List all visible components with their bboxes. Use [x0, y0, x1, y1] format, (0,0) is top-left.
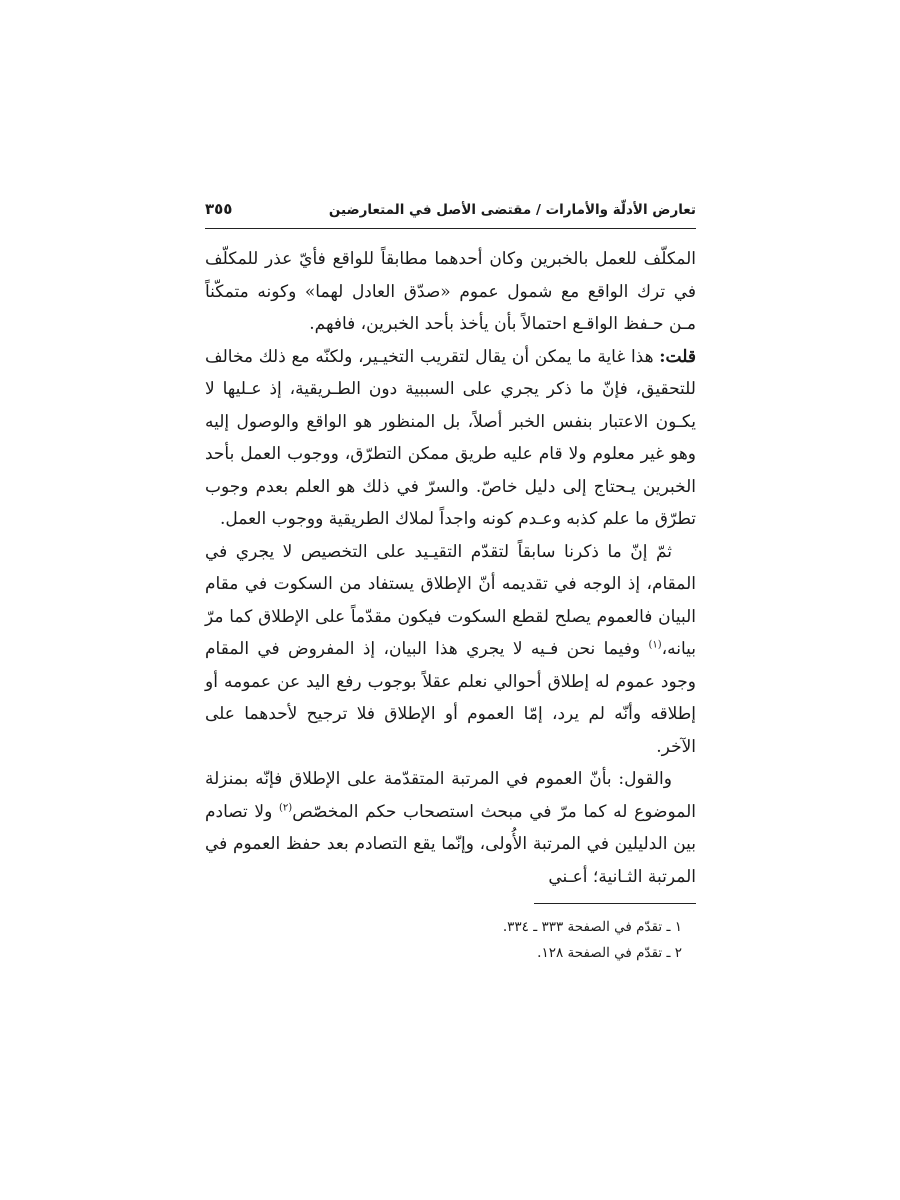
book-page	[205, 200, 696, 966]
running-title: تعارض الأدلّة والأمارات / مقتضى الأصل في المتعارضين	[328, 202, 696, 218]
footnote-2: ٢ ـ تقدّم في الصفحة ١٢٨.	[537, 945, 682, 961]
paragraph-3-text-b: وفيما نحن فـيه لا يجري هذا البيان، إذ المفروض في المقام وجود عموم له إطلاق أحوالي نعلم عقلاً بوجوب رفع اليد عن عمومه أو إطلاقه وأنّه لم يرد، إمّا العموم أو الإطلاق فلا ترجيح لأحدهما على الآخر.	[205, 639, 696, 757]
footnotes	[205, 914, 696, 966]
page-number: ٣٥٥	[205, 200, 233, 218]
paragraph-4	[205, 763, 696, 893]
paragraph-3-text-a: ثمّ إنّ ما ذكرنا سابقاً لتقدّم التقيـيد على التخصيص لا يجري في المقام، إذ الوجه في تقديمه أنّ الإطلاق يستفاد من السكوت في مقام البيان فالعموم يصلح لقطع السكوت فيكون مقدّماً على الإطلاق كما مرّ بيانه،	[205, 541, 696, 659]
footnote-1: ١ ـ تقدّم في الصفحة ٣٣٣ ـ ٣٣٤.	[502, 919, 682, 935]
paragraph-3	[205, 536, 696, 764]
paragraph-4-text-a: والقول: بأنّ العموم في المرتبة المتقدّمة على الإطلاق فإنّه بمنزلة الموضوع له كما مرّ في مبحث استصحاب حكم المخصّص	[205, 769, 696, 822]
footnote-ref-1[interactable]: (١)	[648, 639, 662, 651]
footnote-ref-2[interactable]: (٢)	[279, 801, 293, 813]
paragraph-2-text: هذا غاية ما يمكن أن يقال لتقريب التخيـير، ولكنّه مع ذلك مخالف للتحقيق، فإنّ ما ذكر يجري على السببية دون الطـريقية، إذ عـليها لا يكـون الاعتبار بنفس الخبر أصلاً، بل المنظور هو الواقع والوصول إليه وهو غير معلوم ولا قام عليه طريق ممكن التطرّق، ووجوب العمل بأحد الخبرين يـحتاج إلى دليل خاصّ. والسرّ في ذلك هو العلم بعدم وجوب تطرّق ما علم كذبه وعـدم كونه واجداً لملاك الطريقية ووجوب العمل.	[205, 346, 696, 529]
footnote-divider	[534, 903, 696, 904]
paragraph-2	[205, 341, 696, 536]
paragraph-4-text-b: ولا تصادم بين الدليلين في المرتبة الأُولى، وإنّما يقع التصادم بعد حفظ العموم في المرتبة الثـانية؛ أعـني	[205, 801, 696, 887]
running-header	[205, 200, 696, 229]
paragraph-2-lead: قلت:	[659, 346, 696, 367]
body-text	[205, 243, 696, 893]
paragraph-1	[205, 243, 696, 341]
paragraph-1-text: المكلّف للعمل بالخبرين وكان أحدهما مطابقاً للواقع فأيّ عذر للمكلّف في ترك الواقع مع شمول عموم «صدّق العادل لهما» وكونه متمكّناً مـن حـفظ الواقـع احتمالاً بأن يأخذ بأحد الخبرين، فافهم.	[205, 249, 696, 334]
